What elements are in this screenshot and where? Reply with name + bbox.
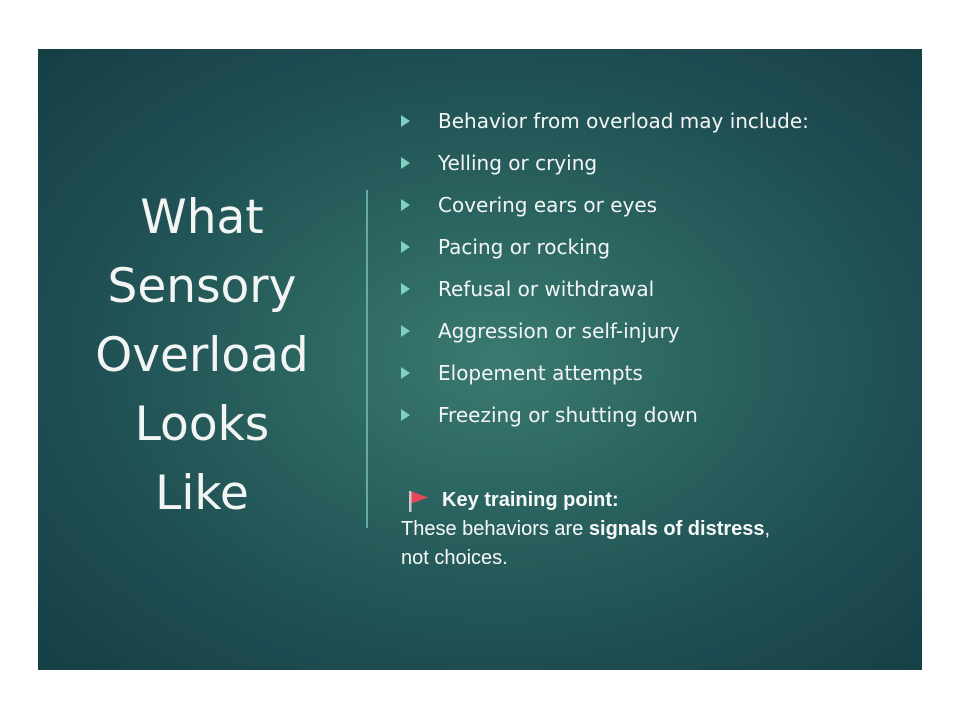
bullet-text: Refusal or withdrawal xyxy=(438,277,655,301)
note-heading: Key training point: xyxy=(442,489,619,511)
bullet-text: Yelling or crying xyxy=(438,151,598,175)
note-body-emphasis: signals of distress xyxy=(588,518,765,540)
bullet-arrow-icon xyxy=(401,157,410,169)
bullet-arrow-icon xyxy=(401,199,410,211)
note-heading-row xyxy=(401,486,871,515)
list-item xyxy=(401,105,809,147)
list-item xyxy=(401,189,809,231)
list-item xyxy=(401,231,809,273)
bullet-arrow-icon xyxy=(401,283,410,295)
note-body xyxy=(401,515,871,573)
bullet-text: Pacing or rocking xyxy=(438,235,611,259)
title-line: Overload xyxy=(95,328,309,383)
list-item xyxy=(401,273,809,315)
bullet-text: Aggression or self-injury xyxy=(438,319,680,343)
bullet-arrow-icon xyxy=(401,367,410,379)
title-line: Sensory xyxy=(107,259,297,314)
key-training-note xyxy=(401,486,871,573)
bullet-text: Elopement attempts xyxy=(438,361,643,385)
list-item xyxy=(401,315,809,357)
list-item xyxy=(401,357,809,399)
title-line: Looks xyxy=(134,397,270,452)
note-body-line2: not choices. xyxy=(401,547,508,569)
bullet-arrow-icon xyxy=(401,241,410,253)
bullet-arrow-icon xyxy=(401,115,410,127)
bullet-text: Freezing or shutting down xyxy=(438,403,698,427)
bullet-text: Covering ears or eyes xyxy=(438,193,658,217)
bullet-text: Behavior from overload may include: xyxy=(438,109,809,133)
slide xyxy=(38,49,922,670)
list-item xyxy=(401,399,809,441)
note-body-suffix: , xyxy=(764,518,771,540)
slide-title xyxy=(38,49,366,670)
title-line: Like xyxy=(155,466,249,521)
list-item xyxy=(401,147,809,189)
bullet-list xyxy=(401,105,809,441)
red-flag-icon xyxy=(406,489,432,513)
title-line: What xyxy=(140,190,264,245)
bullet-arrow-icon xyxy=(401,325,410,337)
note-body-prefix: These behaviors are xyxy=(401,518,589,540)
vertical-divider xyxy=(366,190,368,528)
bullet-arrow-icon xyxy=(401,409,410,421)
